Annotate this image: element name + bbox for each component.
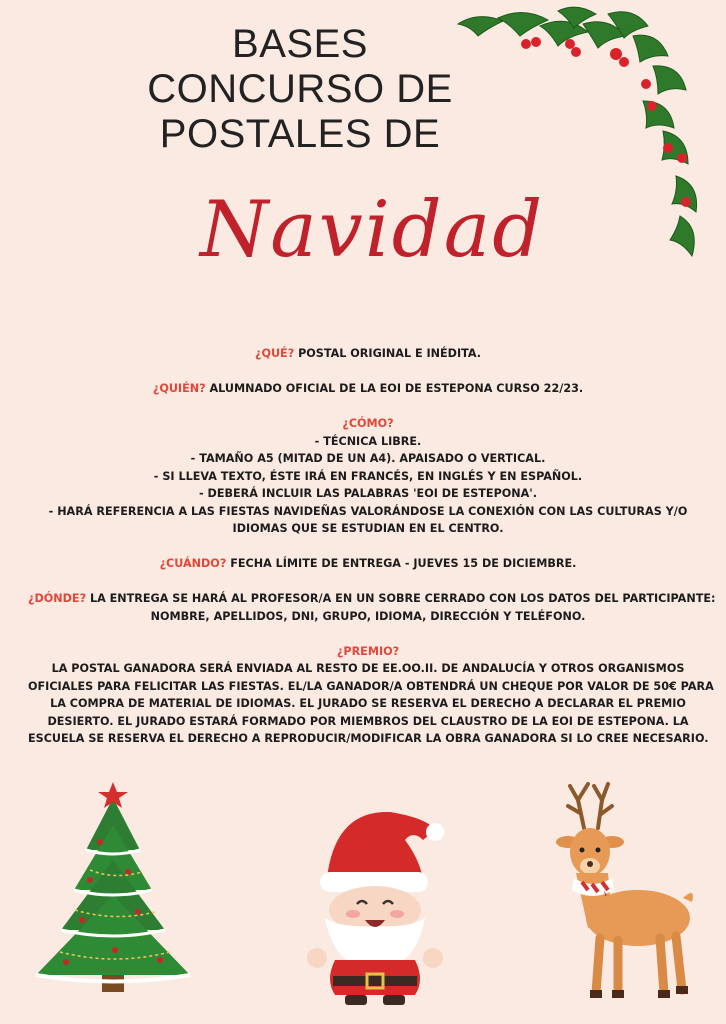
title-block bbox=[130, 22, 470, 157]
contest-rules bbox=[28, 345, 716, 748]
reindeer-icon bbox=[548, 778, 698, 1006]
title-line-3: POSTALES DE bbox=[159, 112, 441, 156]
section-premio-line: LA POSTAL GANADORA SERÁ ENVIADA AL RESTO DE EE.OO.II. DE ANDALUCÍA Y OTROS ORGANISMOS bbox=[51, 662, 685, 675]
section-premio-line: OFICIALES PARA FELICITAR LAS FIESTAS. EL/LA GANADOR/A OBTENDRÁ UN CHEQUE POR VALOR DE 50€ PARA bbox=[28, 679, 714, 693]
section-donde-label: ¿DÓNDE? bbox=[28, 592, 87, 605]
section-como bbox=[28, 415, 708, 538]
section-cuando-label: ¿CUÁNDO? bbox=[159, 557, 227, 570]
section-como-line: - HARÁ REFERENCIA A LAS FIESTAS NAVIDEÑAS VALORÁNDOSE LA CONEXIÓN CON LAS CULTURAS Y/O bbox=[48, 504, 688, 518]
section-premio-label: ¿PREMIO? bbox=[336, 644, 400, 658]
section-como-line: - TÉCNICA LIBRE. bbox=[314, 434, 422, 448]
title-line-2: CONCURSO DE bbox=[147, 67, 453, 111]
section-que-label: ¿QUÉ? bbox=[254, 347, 295, 360]
section-como-line: IDIOMAS QUE SE ESTUDIAN EN EL CENTRO. bbox=[232, 522, 504, 535]
section-cuando bbox=[28, 555, 708, 573]
section-como-line: - TAMAÑO A5 (MITAD DE UN A4). APAISADO O VERTICAL. bbox=[190, 452, 546, 465]
section-donde-text: LA ENTREGA SE HARÁ AL PROFESOR/A EN UN SOBRE CERRADO CON LOS DATOS DEL PARTICIPANTE: bbox=[86, 592, 716, 605]
section-quien bbox=[28, 380, 708, 398]
section-donde-line2: NOMBRE, APELLIDOS, DNI, GRUPO, IDIOMA, DIRECCIÓN Y TELÉFONO. bbox=[150, 609, 586, 623]
section-cuando-text: FECHA LÍMITE DE ENTREGA - JUEVES 15 DE DICIEMBRE. bbox=[226, 557, 577, 570]
santa-icon bbox=[295, 800, 455, 1005]
section-que bbox=[28, 345, 708, 363]
section-premio-line: LA COMPRA DE MATERIAL DE IDIOMAS. EL JURADO SE RESERVA EL DERECHO A DECLARAR EL PREMIO bbox=[50, 697, 686, 710]
section-donde bbox=[28, 590, 716, 625]
section-premio bbox=[28, 643, 714, 748]
title-line-1: BASES bbox=[232, 22, 368, 66]
section-como-line: - DEBERÁ INCLUIR LAS PALABRAS 'EOI DE ESTEPONA'. bbox=[199, 487, 537, 500]
section-quien-label: ¿QUIÉN? bbox=[152, 382, 206, 395]
section-quien-text: ALUMNADO OFICIAL DE LA EOI DE ESTEPONA CURSO 22/23. bbox=[205, 382, 584, 395]
section-como-label: ¿CÓMO? bbox=[342, 417, 394, 430]
christmas-tree-icon bbox=[30, 780, 200, 1000]
section-premio-line: DESIERTO. EL JURADO ESTARÁ FORMADO POR MIEMBROS DEL CLAUSTRO DE LA EOI DE ESTEPONA. LA bbox=[47, 714, 689, 728]
section-premio-line: ESCUELA SE RESERVA EL DERECHO A REPRODUCIR/MODIFICAR LA OBRA GANADORA SI LO CREE NECESARIO. bbox=[28, 732, 709, 745]
section-que-text: POSTAL ORIGINAL E INÉDITA. bbox=[294, 347, 482, 360]
section-como-line: - SI LLEVA TEXTO, ÉSTE IRÁ EN FRANCÉS, EN INGLÉS Y EN ESPAÑOL. bbox=[153, 469, 583, 483]
title-script-word: Navidad bbox=[200, 185, 545, 275]
